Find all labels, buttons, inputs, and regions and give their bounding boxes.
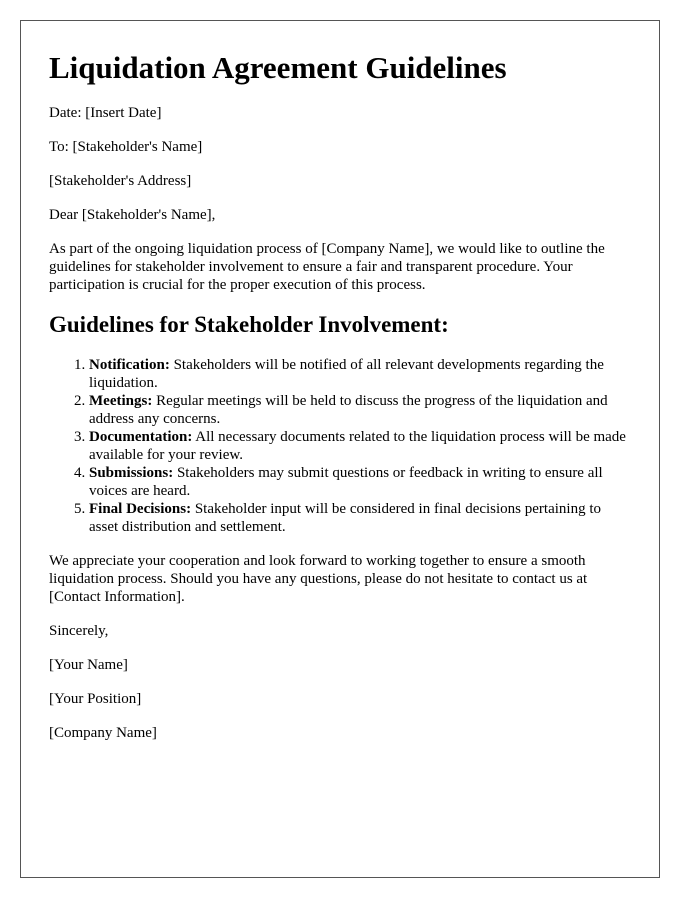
guideline-text: Stakeholders will be notified of all relevant developments regarding the liquidation. xyxy=(89,357,604,391)
recipient-name-line: To: [Stakeholder's Name] xyxy=(49,139,203,155)
sender-company: [Company Name] xyxy=(49,725,157,741)
section-heading: Guidelines for Stakeholder Involvement: xyxy=(49,312,449,337)
closing-paragraph: We appreciate your cooperation and look forward to working together to ensure a smooth liquidation process. Should you have any questions, please do not hesitate to contact us at [Contact Information]. xyxy=(49,553,588,605)
guideline-term: Meetings: xyxy=(89,393,153,409)
guideline-term: Notification: xyxy=(89,357,170,373)
list-item xyxy=(89,464,631,500)
list-item xyxy=(89,500,631,536)
list-item xyxy=(89,428,631,464)
guideline-text: All necessary documents related to the liquidation process will be made available for your review. xyxy=(89,429,626,463)
list-item xyxy=(89,356,631,392)
list-item xyxy=(89,392,631,428)
guideline-text: Stakeholder input will be considered in final decisions pertaining to asset distribution and settlement. xyxy=(89,501,602,535)
guideline-term: Documentation: xyxy=(89,429,193,445)
sender-name: [Your Name] xyxy=(49,657,128,673)
guideline-text: Stakeholders may submit questions or feedback in writing to ensure all voices are heard. xyxy=(89,465,603,499)
guidelines-list xyxy=(49,356,631,536)
guideline-term: Final Decisions: xyxy=(89,501,192,517)
guideline-text: Regular meetings will be held to discuss the progress of the liquidation and address any concerns. xyxy=(89,393,608,427)
sender-position: [Your Position] xyxy=(49,691,142,707)
recipient-address-line: [Stakeholder's Address] xyxy=(49,173,192,189)
intro-paragraph: As part of the ongoing liquidation process of [Company Name], we would like to outline the guidelines for stakeholder involvement to ensure a fair and transparent procedure. Your participation is crucial for the proper execution of this process. xyxy=(49,241,605,293)
salutation: Dear [Stakeholder's Name], xyxy=(49,207,216,223)
guideline-term: Submissions: xyxy=(89,465,174,481)
document-title: Liquidation Agreement Guidelines xyxy=(49,50,507,85)
letter-page xyxy=(20,20,660,878)
signoff: Sincerely, xyxy=(49,623,109,639)
date-line: Date: [Insert Date] xyxy=(49,105,162,121)
